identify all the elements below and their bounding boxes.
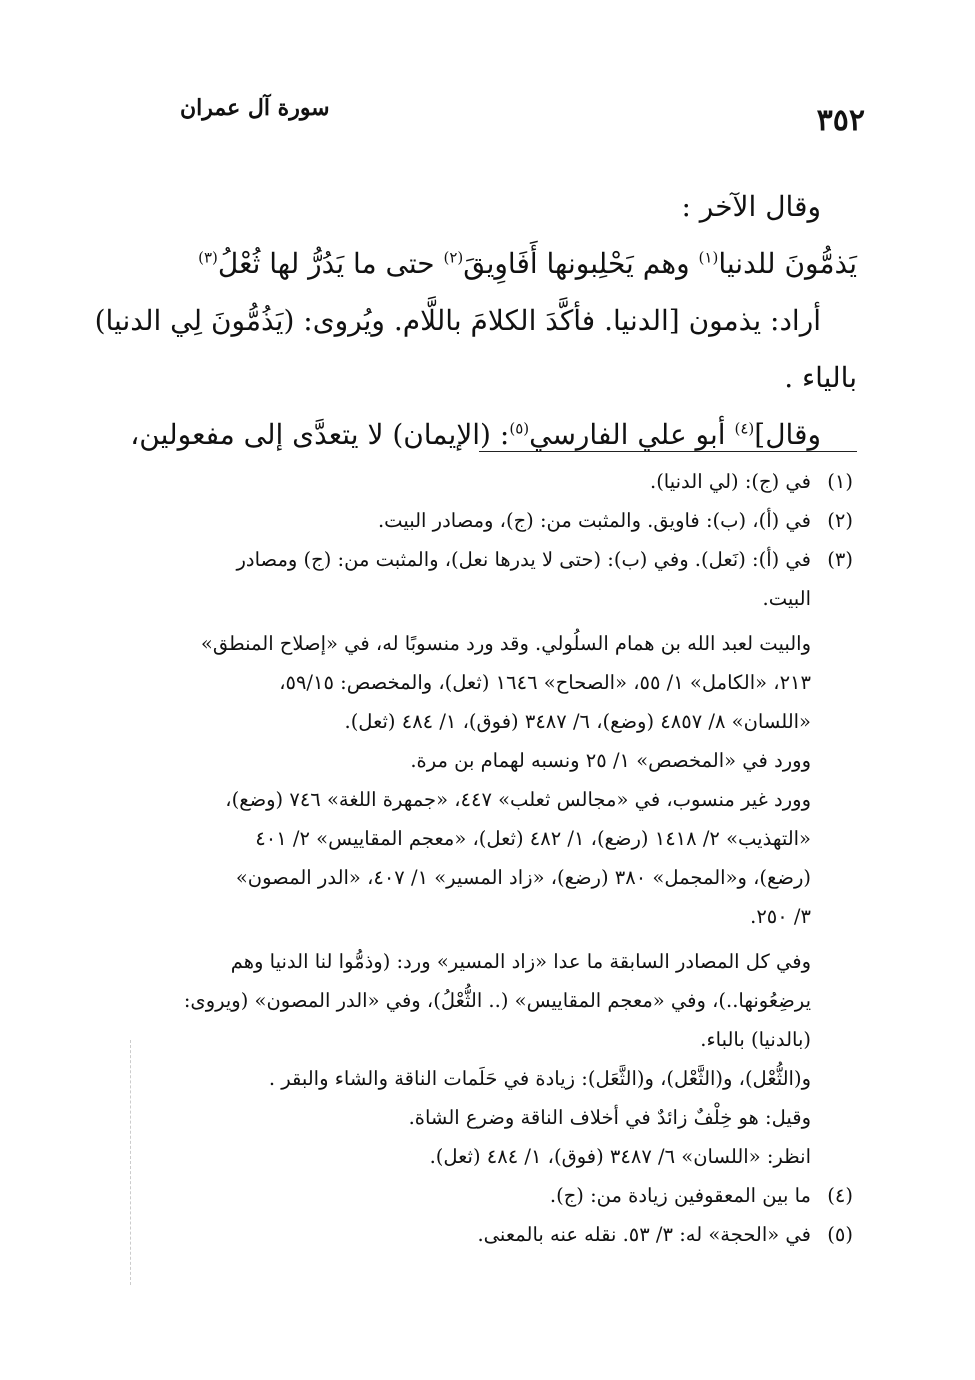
footnote-number: (٢) (827, 509, 853, 532)
footnote-number: (٥) (827, 1223, 853, 1246)
footnote (128, 462, 853, 501)
poetry-verse (117, 235, 857, 292)
page-number: ٣٥٢ (816, 103, 865, 138)
footnote-ref: (٥) (509, 419, 530, 438)
page-header (110, 95, 865, 155)
footnote-line: (بالدنيا) بالباء. (700, 1028, 811, 1051)
surah-title: سورة آل عمران (180, 95, 330, 121)
footnote-text: ما بين المعقوفين زيادة من: (ج). (549, 1184, 811, 1207)
main-text (94, 178, 857, 463)
footnote-text: في (أ): (نَعل). وفي (ب): (حتى لا يدرها نعل)، والمثبت من: (ج) ومصادر (236, 548, 811, 571)
main-line: أراد: يذمون [الدنيا. فأكَّدَ الكلامَ باللَّام. ويُروى: (يَذُمُّونَ لِي الدنيا) (94, 304, 821, 337)
footnote-line: انظر: «اللسان» ٦/ ٣٤٨٧ (فوق)، ١/ ٤٨٤ (ثعل). (429, 1145, 811, 1168)
footnote-text: في (أ)، (ب): فاويق. والمثبت من: (ج)، ومصادر البيت. (377, 509, 811, 532)
main-line (117, 406, 857, 463)
verse-part: وهم يَحْلِبونها أَفَاوِيقَ (463, 247, 699, 280)
footnote-number: (٣) (827, 548, 853, 571)
footnote-text: في «الحجة» له: ٣/ ٥٣. نقله عنه بالمعنى. (477, 1223, 811, 1246)
footnote-line: «التهذيب» ٢/ ١٤١٨ (رضع)، ١/ ٤٨٢ (ثعل)، «معجم المقاييس» ٢/ ٤٠١ (255, 827, 811, 850)
verse-part: يَذمُّونَ للدنيا (718, 247, 857, 280)
margin-mark (130, 1040, 131, 1285)
verse-part: حتى ما يَدُرُّ لها ثُعْلُ (217, 247, 444, 280)
footnote (128, 1215, 853, 1254)
footnote-line: (رضع)، و«المجمل» ٣٨٠ (رضع)، «زاد المسير» ١/ ٤٠٧، «الدر المصون» (235, 866, 811, 889)
footnote (128, 501, 853, 540)
footnote-number: (١) (827, 470, 853, 493)
footnote-ref: (١) (698, 248, 719, 267)
text-part: : (الإيمان) لا يتعدَّى إلى مفعولين، (130, 418, 510, 451)
footnote-text: في (ج): (لي الدنيا). (650, 470, 811, 493)
footnote (128, 1176, 853, 1215)
text-part: وقال] (754, 418, 821, 451)
footnote-separator (479, 451, 857, 452)
footnote-line: والبيت لعبد الله بن همام السلُولي. وقد ورد منسوبًا له، في «إصلاح المنطق» (200, 632, 811, 655)
footnote (128, 540, 853, 579)
footnote-line: «اللسان» ٨/ ٤٨٥٧ (وضع)، ٦/ ٣٤٨٧ (فوق)، ١/ ٤٨٤ (ثعل). (344, 710, 811, 733)
footnote-line: و(الثُّعْل)، و(الثَّعْل)، و(الثَّعَل): زيادة في حَلَمات الناقة والشاء والبقر . (268, 1067, 811, 1090)
footnote-ref: (٢) (443, 248, 464, 267)
footnote-line: يرضِعُونها..)، وفي «معجم المقاييس» (.. الثُّعْلُ)، وفي «الدر المصون» (ويروى: (183, 989, 811, 1012)
footnote-line: ٢١٣، «الكامل» ١/ ٥٥، «الصحاح» ١٦٤٦ (ثعل)، والمخصص: ٥٩/١٥، (279, 671, 811, 694)
footnote-line: وفي كل المصادر السابقة ما عدا «زاد المسير» ورد: (وذمُّوا لنا الدنيا وهم (230, 950, 811, 973)
footnote-line: وورد في «المخصص» ١/ ٢٥ ونسبه لهمام بن مرة. (410, 749, 811, 772)
footnote-line: ٣/ ٢٥٠. (750, 905, 811, 928)
footnote-continuation: البيت. (762, 587, 811, 610)
text-part: أبو علي الفارسي (529, 418, 735, 451)
footnote-line: وورد غير منسوب، في «مجالس ثعلب» ٤٤٧، «جمهرة اللغة» ٧٤٦ (وضع)، (225, 788, 811, 811)
footnotes (128, 462, 853, 1254)
footnote-line: وقيل: هو خِلْفٌ زائدٌ في أخلاف الناقة وضرع الشاة. (408, 1106, 811, 1129)
footnote-number: (٤) (827, 1184, 853, 1207)
footnote-ref: (٤) (734, 419, 755, 438)
footnote-ref: (٣) (198, 248, 218, 267)
main-line: بالياء . (784, 361, 857, 394)
main-line: وقال الآخر : (681, 190, 821, 223)
